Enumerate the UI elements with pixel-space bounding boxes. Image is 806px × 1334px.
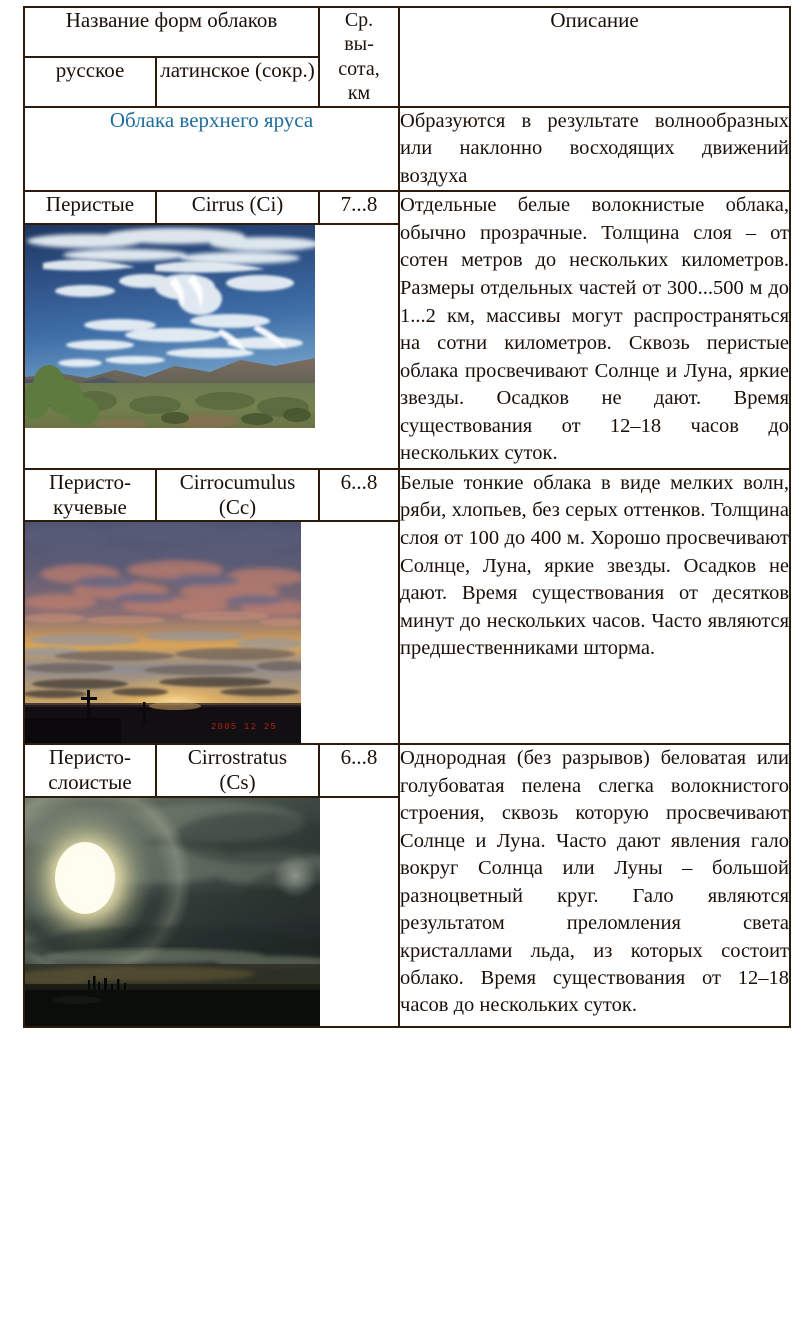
tier-section-title: Облака верхнего яруса (24, 107, 399, 192)
cirrus-desert-photo (25, 225, 398, 428)
header-name-latin: латинское (сокр.) (156, 57, 319, 107)
table-row (24, 191, 790, 224)
date-stamp-overlay (211, 722, 277, 732)
header-height-line3: сота, (338, 57, 380, 80)
cirrus-photo-cell (24, 224, 399, 469)
row-name-latin-line2: (Cc) (218, 495, 257, 520)
cirrus-desert-photo-svg (25, 225, 315, 428)
row-name-latin (156, 744, 319, 796)
header-height-line2: вы- (344, 33, 374, 56)
row-description: Отдельные белые волокнистые облака, обычно прозрачные. Толщина слоя – от сотен метров до нескольких километров. Размеры отдельных частей от 300...500 м до 1...2 км, массивы могут распространяться на сотни километров. Сквозь перистые облака просвечивают Солнце и Луна, яркие звезды. Осадков не дают. Время существования от 12–18 часов до нескольких суток. (399, 191, 790, 469)
tier-section-description: Образуются в результате волнообразных или наклонно восходящих движений воздуха (399, 107, 790, 192)
cirrostratus-photo-cell (24, 797, 399, 1027)
header-height-line4: км (347, 82, 371, 105)
date-stamp-text: 2005 12 25 (211, 722, 278, 733)
header-height-line1: Ср. (344, 9, 374, 31)
row-name-russian-line2: кучевые (53, 495, 127, 520)
row-description: Однородная (без разрывов) беловатая или голубоватая пелена слегка волокнистого строения, сквозь которую просвечивают Солнце и Луна. Часто дают явления гало вокруг Солнца или Луны – большой разноцветный круг. Гало являются результатом преломления света кристаллами льда, из которых состоит облако. Время существования от 12–18 часов до нескольких суток. (399, 744, 790, 1026)
cirrocumulus-photo-cell (24, 521, 399, 744)
row-name-russian-line1: Перисто- (49, 745, 131, 770)
header-name-group: Название форм облаков (24, 7, 319, 57)
cirrostratus-halo-photo-svg (25, 798, 320, 1026)
table-row (24, 469, 790, 521)
row-name-russian-line1: Перисто- (49, 469, 131, 494)
header-name-russian: русское (24, 57, 156, 107)
header-description: Описание (399, 7, 790, 107)
secondary-glow (273, 854, 317, 898)
row-height: 6...8 (319, 744, 399, 796)
row-name-latin-line1: Cirrostratus (187, 745, 288, 770)
row-name-latin (156, 469, 319, 521)
table-header-row-1 (24, 7, 790, 57)
row-height: 6...8 (319, 469, 399, 521)
tier-section-row (24, 107, 790, 192)
cirrostratus-halo-photo (25, 798, 398, 1026)
header-height (319, 7, 399, 107)
cirrocumulus-sunset-photo (25, 522, 398, 743)
row-name-latin-line2: (Cs) (219, 770, 256, 795)
cloud-types-table (23, 6, 791, 1028)
row-height: 7...8 (319, 191, 399, 224)
row-name-russian: Перистые (24, 191, 156, 224)
table-row (24, 744, 790, 796)
row-name-russian (24, 469, 156, 521)
row-name-latin-line1: Cirrocumulus (179, 469, 296, 494)
row-name-latin: Cirrus (Ci) (156, 191, 319, 224)
cirrocumulus-sunset-photo-svg (25, 522, 301, 743)
row-name-russian (24, 744, 156, 796)
row-name-russian-line2: слоистые (48, 770, 132, 795)
row-description: Белые тонкие облака в виде мелких волн, ряби, хлопьев, без серых оттенков. Толщина слоя от 100 до 400 м. Хорошо просвечивают Солнце, Луна, яркие звезды. Осадков не дают. Время существования от десятков минут до нескольких часов. Часто являются предшественниками шторма. (399, 469, 790, 744)
